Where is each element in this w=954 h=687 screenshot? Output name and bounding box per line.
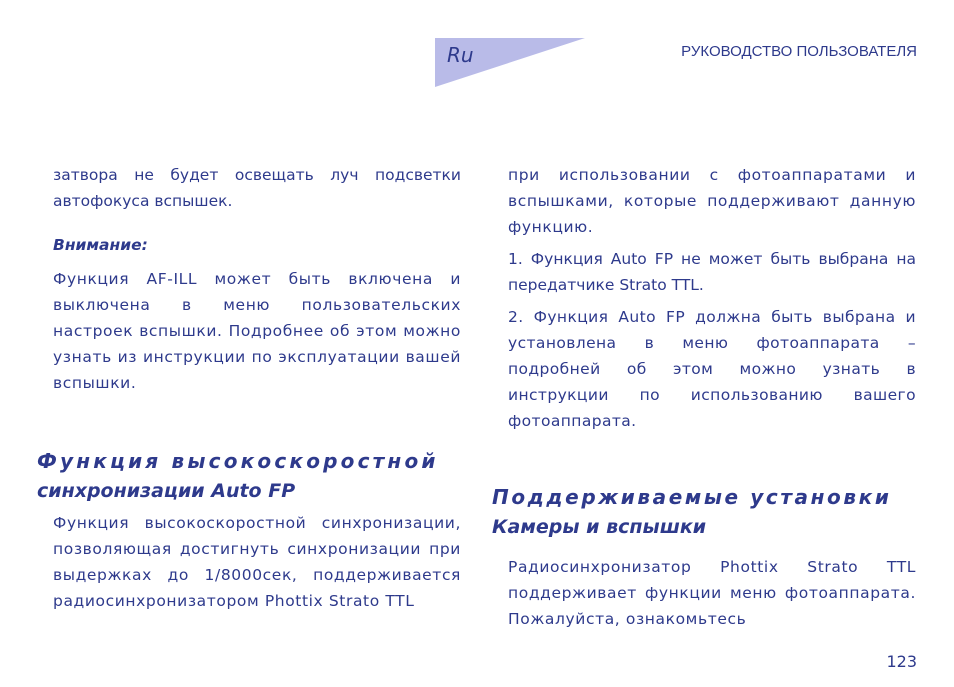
section-heading-line2: синхронизации Auto FP xyxy=(37,480,296,502)
section-heading-line1: Функция высокоскоростной xyxy=(37,449,439,473)
section-heading-supported-settings xyxy=(492,482,916,542)
right-column xyxy=(492,162,916,632)
page-number: 123 xyxy=(886,652,917,671)
intro-paragraph: затвора не будет освещать луч подсветки автофокуса вспышек. xyxy=(53,166,461,210)
list-item-1: 1. Функция Auto FP не может быть выбрана на передатчике Strato TTL. xyxy=(508,250,916,294)
left-column xyxy=(37,162,461,614)
language-label: Ru xyxy=(447,43,474,67)
section-heading-line2: Камеры и вспышки xyxy=(492,516,707,538)
attention-label: Внимание: xyxy=(53,236,148,254)
attention-paragraph: Функция AF-ILL может быть включена и выключена в меню пользовательских настроек вспышки. Подробнее об этом можно узнать из инструкции по эксплуатации вашей вспышки. xyxy=(53,270,461,392)
list-item-2: 2. Функция Auto FP должна быть выбрана и установлена в меню фотоаппарата – подробней об этом можно узнать в инструкции по использованию вашего фотоаппарата. xyxy=(508,308,916,430)
supported-settings-paragraph: Радиосинхронизатор Phottix Strato TTL поддерживает функции меню фотоаппарата. Пожалуйста, ознакомьтесь xyxy=(508,558,916,628)
continued-paragraph: при использовании с фотоаппаратами и вспышками, которые поддерживают данную функцию. xyxy=(508,166,916,236)
manual-title: РУКОВОДСТВО ПОЛЬЗОВАТЕЛЯ xyxy=(681,43,917,60)
auto-fp-paragraph: Функция высокоскоростной синхронизации, позволяющая достигнуть синхронизации при выдержках до 1/8000сек, поддерживается радиосинхронизатором Phottix Strato TTL xyxy=(53,514,461,610)
section-heading-line1: Поддерживаемые установки xyxy=(492,485,892,509)
section-heading-auto-fp xyxy=(37,446,461,506)
